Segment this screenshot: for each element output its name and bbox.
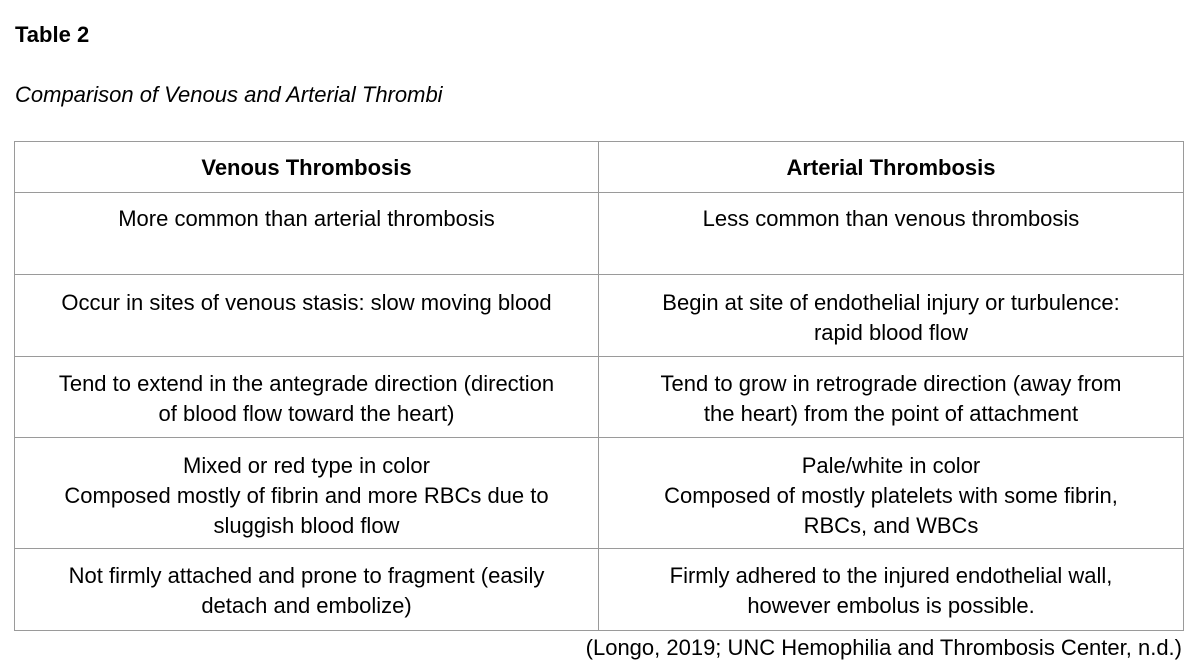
cell-line: Mixed or red type in color <box>183 453 430 478</box>
cell-line: the heart) from the point of attachment <box>703 401 1079 426</box>
table-label: Table 2 <box>15 22 90 47</box>
table-caption: Comparison of Venous and Arterial Thrombi <box>15 82 443 107</box>
cell-line: Not firmly attached and prone to fragment (easily <box>68 563 545 588</box>
cell-line: Tend to grow in retrograde direction (away from <box>660 371 1122 396</box>
venous-cell <box>15 275 599 357</box>
table-header-row <box>15 142 1184 193</box>
arterial-cell <box>599 549 1184 631</box>
cell-line: Less common than venous thrombosis <box>702 206 1080 231</box>
citation: (Longo, 2019; UNC Hemophilia and Thrombosis Center, n.d.) <box>585 635 1182 660</box>
arterial-cell <box>599 275 1184 357</box>
cell-line: Composed mostly of fibrin and more RBCs due to <box>64 483 549 508</box>
cell-line: Firmly adhered to the injured endothelial wall, <box>669 563 1113 588</box>
arterial-cell <box>599 357 1184 438</box>
cell-line: Pale/white in color <box>801 453 981 478</box>
table-row <box>15 193 1184 275</box>
cell-line: detach and embolize) <box>201 593 412 618</box>
table-row <box>15 357 1184 438</box>
cell-line: More common than arterial thrombosis <box>118 206 495 231</box>
cell-line: however embolus is possible. <box>747 593 1035 618</box>
arterial-cell <box>599 193 1184 275</box>
venous-cell <box>15 193 599 275</box>
table-row <box>15 275 1184 357</box>
cell-line: sluggish blood flow <box>213 513 400 538</box>
arterial-cell <box>599 438 1184 549</box>
cell-line: Begin at site of endothelial injury or turbulence: <box>662 290 1120 315</box>
header-venous-thrombosis: Venous Thrombosis <box>15 142 599 193</box>
venous-cell <box>15 438 599 549</box>
comparison-table <box>14 141 1184 631</box>
table-row <box>15 438 1184 549</box>
table-row <box>15 549 1184 631</box>
cell-line: Occur in sites of venous stasis: slow moving blood <box>61 290 552 315</box>
venous-cell <box>15 357 599 438</box>
cell-line: of blood flow toward the heart) <box>158 401 455 426</box>
cell-line: Composed of mostly platelets with some fibrin, <box>664 483 1118 508</box>
header-arterial-thrombosis: Arterial Thrombosis <box>599 142 1184 193</box>
venous-cell <box>15 549 599 631</box>
cell-line: rapid blood flow <box>813 320 969 345</box>
cell-line: Tend to extend in the antegrade direction (direction <box>58 371 555 396</box>
cell-line: RBCs, and WBCs <box>803 513 979 538</box>
